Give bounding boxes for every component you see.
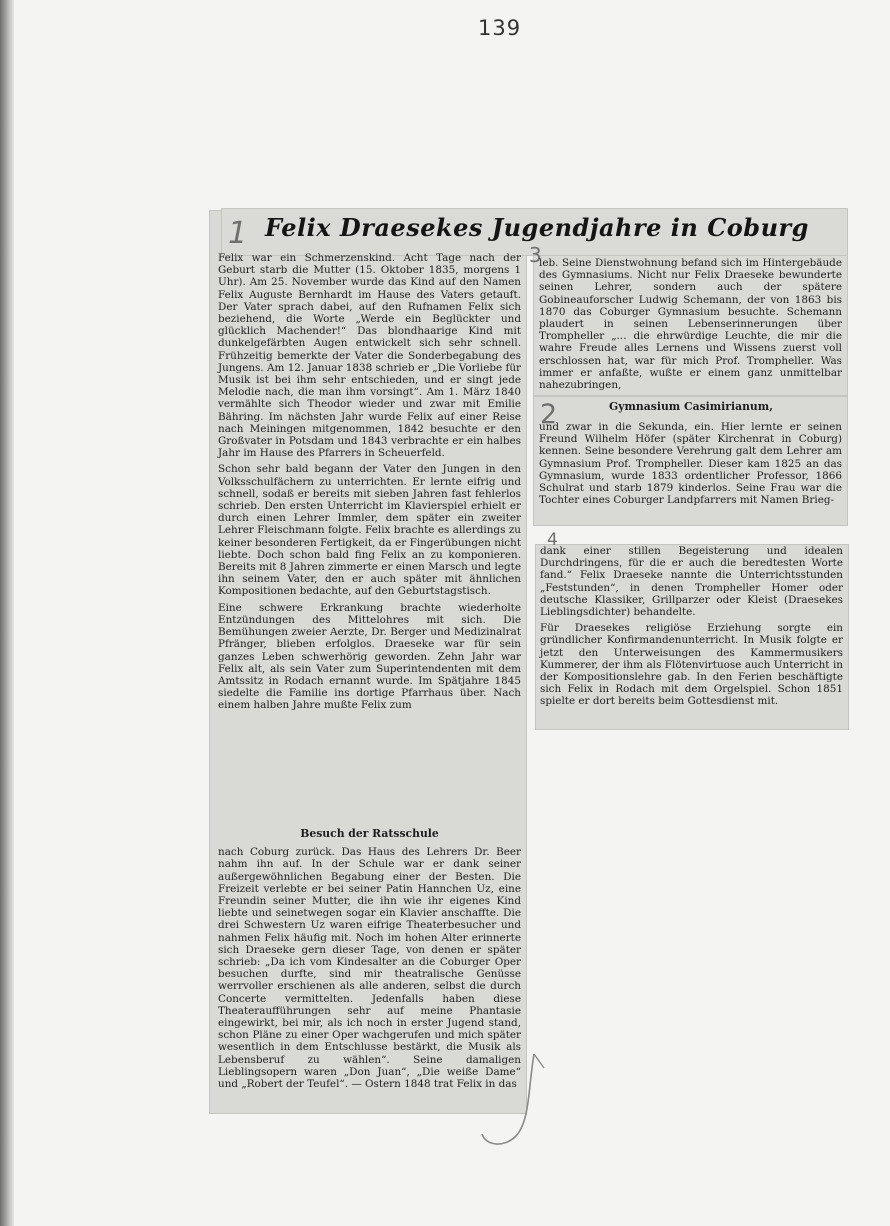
left-paragraph-2: Schon sehr bald begann der Vater den Jungen in den Volksschulfächern zu unterrichten. Er lernte eifrig und schnell, sodaß er bereits mit sieben Jahren fast fehlerlos schrieb. Den ersten Unterricht im Klavierspiel erhielt er durch einen Lehrer Immler, dem später ein zweiter Lehrer Fleischmann folgte. Felix brachte es allerdings zu keiner besonderen Fertigkeit, da er Fingerübungen nicht liebte. Doch schon bald fing Felix an zu komponieren. Bereits mit 8 Jahren zimmerte er einen Marsch und legte ihn seinem Vater, den er auch später mit ähnlichen Kompositionen bedachte, auf den Geburtstagstisch. (218, 463, 521, 598)
page-number: 139 (478, 16, 522, 40)
left-paragraph-3: Eine schwere Erkrankung brachte wiederholte Entzündungen des Mittelohres mit sich. Die Bemühungen zweier Aerzte, Dr. Berger und Medizinalrat Pfränger, blieben erfolglos. Draeseke war für sein ganzes Leben schwerhörig geworden. Zehn Jahr war Felix alt, als sein Vater zum Superintendenten mit dem Amtssitz in Rodach ernannt wurde. Im Spätjahre 1845 siedelte die Familie ins dortige Pfarrhaus über. Nach einem halben Jahre mußte Felix zum (218, 601, 521, 712)
handwritten-mark-2: 2 (540, 399, 558, 430)
binder-edge (0, 0, 14, 1226)
right-paragraph-4: Für Draesekes religiöse Erziehung sorgte ein gründlicher Konfirmandenunterricht. In Musik folgte er jetzt den Unterweisungen des Kammermusikers Kummerer, der ihm als Flötenvirtuose auch Unterricht in der Kompositionslehre gab. In den Ferien beschäftigte sich Felix in Rodach mit dem Orgelspiel. Schon 1851 spielte er dort bereits beim Gottesdienst mit. (540, 622, 843, 708)
handwritten-mark-1: 1 (228, 216, 248, 251)
right-paragraph-2: und zwar in die Sekunda, ein. Hier lernte er seinen Freund Wilhelm Höfer (später Kirchenrat in Coburg) kennen. Seine besondere Verehrung galt dem Lehrer am Gymnasium Prof. Trompheller. Dieser kam 1825 an das Gymnasium, wurde 1833 ordentlicher Professor, 1866 Schulrat und starb 1879 kinderlos. Seine Frau war die Tochter eines Coburger Landpfarrers mit Namen Brieg- (539, 421, 842, 507)
right-subheading: Gymnasium Casimirianum, (609, 400, 773, 413)
handwritten-mark-4: 4 (547, 530, 558, 550)
left-paragraph-1: Felix war ein Schmerzenskind. Acht Tage nach der Geburt starb die Mutter (15. Oktober 1835, morgens 1 Uhr). Am 25. November wurde das Kind auf den Namen Felix Auguste Bernhardt im Hause des Vaters getauft. Der Vater sprach dabei, auf den Rufnamen Felix sich beziehend, die Worte „Werde ein Beglückter und glücklich Machender!“ Das blondhaarige Kind mit dunkelgefärbten Augen entwickelt sich sehr schnell. Frühzeitig bemerkte der Vater die Sonderbegabung des Jungens. Am 12. Januar 1838 schrieb er „Die Vorliebe für Musik ist bei ihm sehr entschieden, und er singt jede Melodie nach, die man ihm vorsingt“. Am 1. März 1840 vermählte sich Theodor wieder und zwar mit Emilie Bähring. Im nächsten Jahr wurde Felix auf einer Reise nach Meiningen mitgenommen, 1842 besuchte er den Großvater in Potsdam und 1843 verbrachte er ein halbes Jahr im Hause des Pfarrers in Scheuerfeld. (218, 252, 521, 460)
right-column-part-1 (539, 257, 842, 395)
pencil-hook-mark (470, 1050, 560, 1160)
right-paragraph-3: dank einer stillen Begeisterung und idealen Durchdringens, für die er auch die beredtesten Worte fand.“ Felix Draeseke nannte die Unterrichtsstunden „Feststunden“, in denen Trompheller Homer oder deutsche Klassiker, Grillparzer oder Kleist (Draesekes Lieblingsdichter) behandelte. (540, 545, 843, 619)
right-column-part-3 (540, 545, 843, 712)
left-paragraph-4: nach Coburg zurück. Das Haus des Lehrers Dr. Beer nahm ihn auf. In der Schule war er dank seiner außergewöhnlichen Begabung einer der Besten. Die Freizeit verlebte er bei seiner Patin Hannchen Uz, eine Freundin seiner Mutter, die ihn wie ihr eigenes Kind liebte und seinetwegen sogar ein Klavier anschaffte. Die drei Schwestern Uz waren eifrige Theaterbesucher und nahmen Felix häufig mit. Noch im hohen Alter erinnerte sich Draeseke gern dieser Tage, von denen er später schrieb: „Da ich vom Kindesalter an die Coburger Oper besuchen durfte, sind mir theatralische Genüsse werrvoller erschienen als alle anderen, selbst die durch Concerte vermittelten. Jedenfalls haben diese Theateraufführungen sehr auf meine Phantasie eingewirkt, bei mir, als ich noch in erster Jugend stand, schon Pläne zu einer Oper wachgerufen und mich später wesentlich in dem Entschlusse bestärkt, die Musik als Lebensberuf zu wählen“. Seine damaligen Lieblingsopern waren „Don Juan“, „Die weiße Dame“ und „Robert der Teufel“. — Ostern 1848 trat Felix in das (218, 846, 521, 1091)
article-title: Felix Draesekes Jugendjahre in Coburg (265, 213, 809, 242)
right-column-part-2 (539, 421, 842, 510)
left-subheading: Besuch der Ratsschule (300, 827, 439, 840)
handwritten-mark-3: 3 (529, 243, 542, 267)
left-column-upper (218, 252, 521, 716)
right-paragraph-1: leb. Seine Dienstwohnung befand sich im Hintergebäude des Gymnasiums. Nicht nur Felix Draeseke bewunderte seinen Lehrer, sondern auch der spätere Gobineauforscher Ludwig Schemann, der von 1863 bis 1870 das Coburger Gymnasium besuchte. Schemann plaudert in seinen Lebenserinnerungen über Trompheller „... die ehrwürdige Leuchte, die mir die wahre Freude alles Lernens und Wissens zuerst voll erschlossen hat, war für mich Prof. Trompheller. Was immer er anfaßte, wußte er einem ganz unmittelbar nahezubringen, (539, 257, 842, 392)
